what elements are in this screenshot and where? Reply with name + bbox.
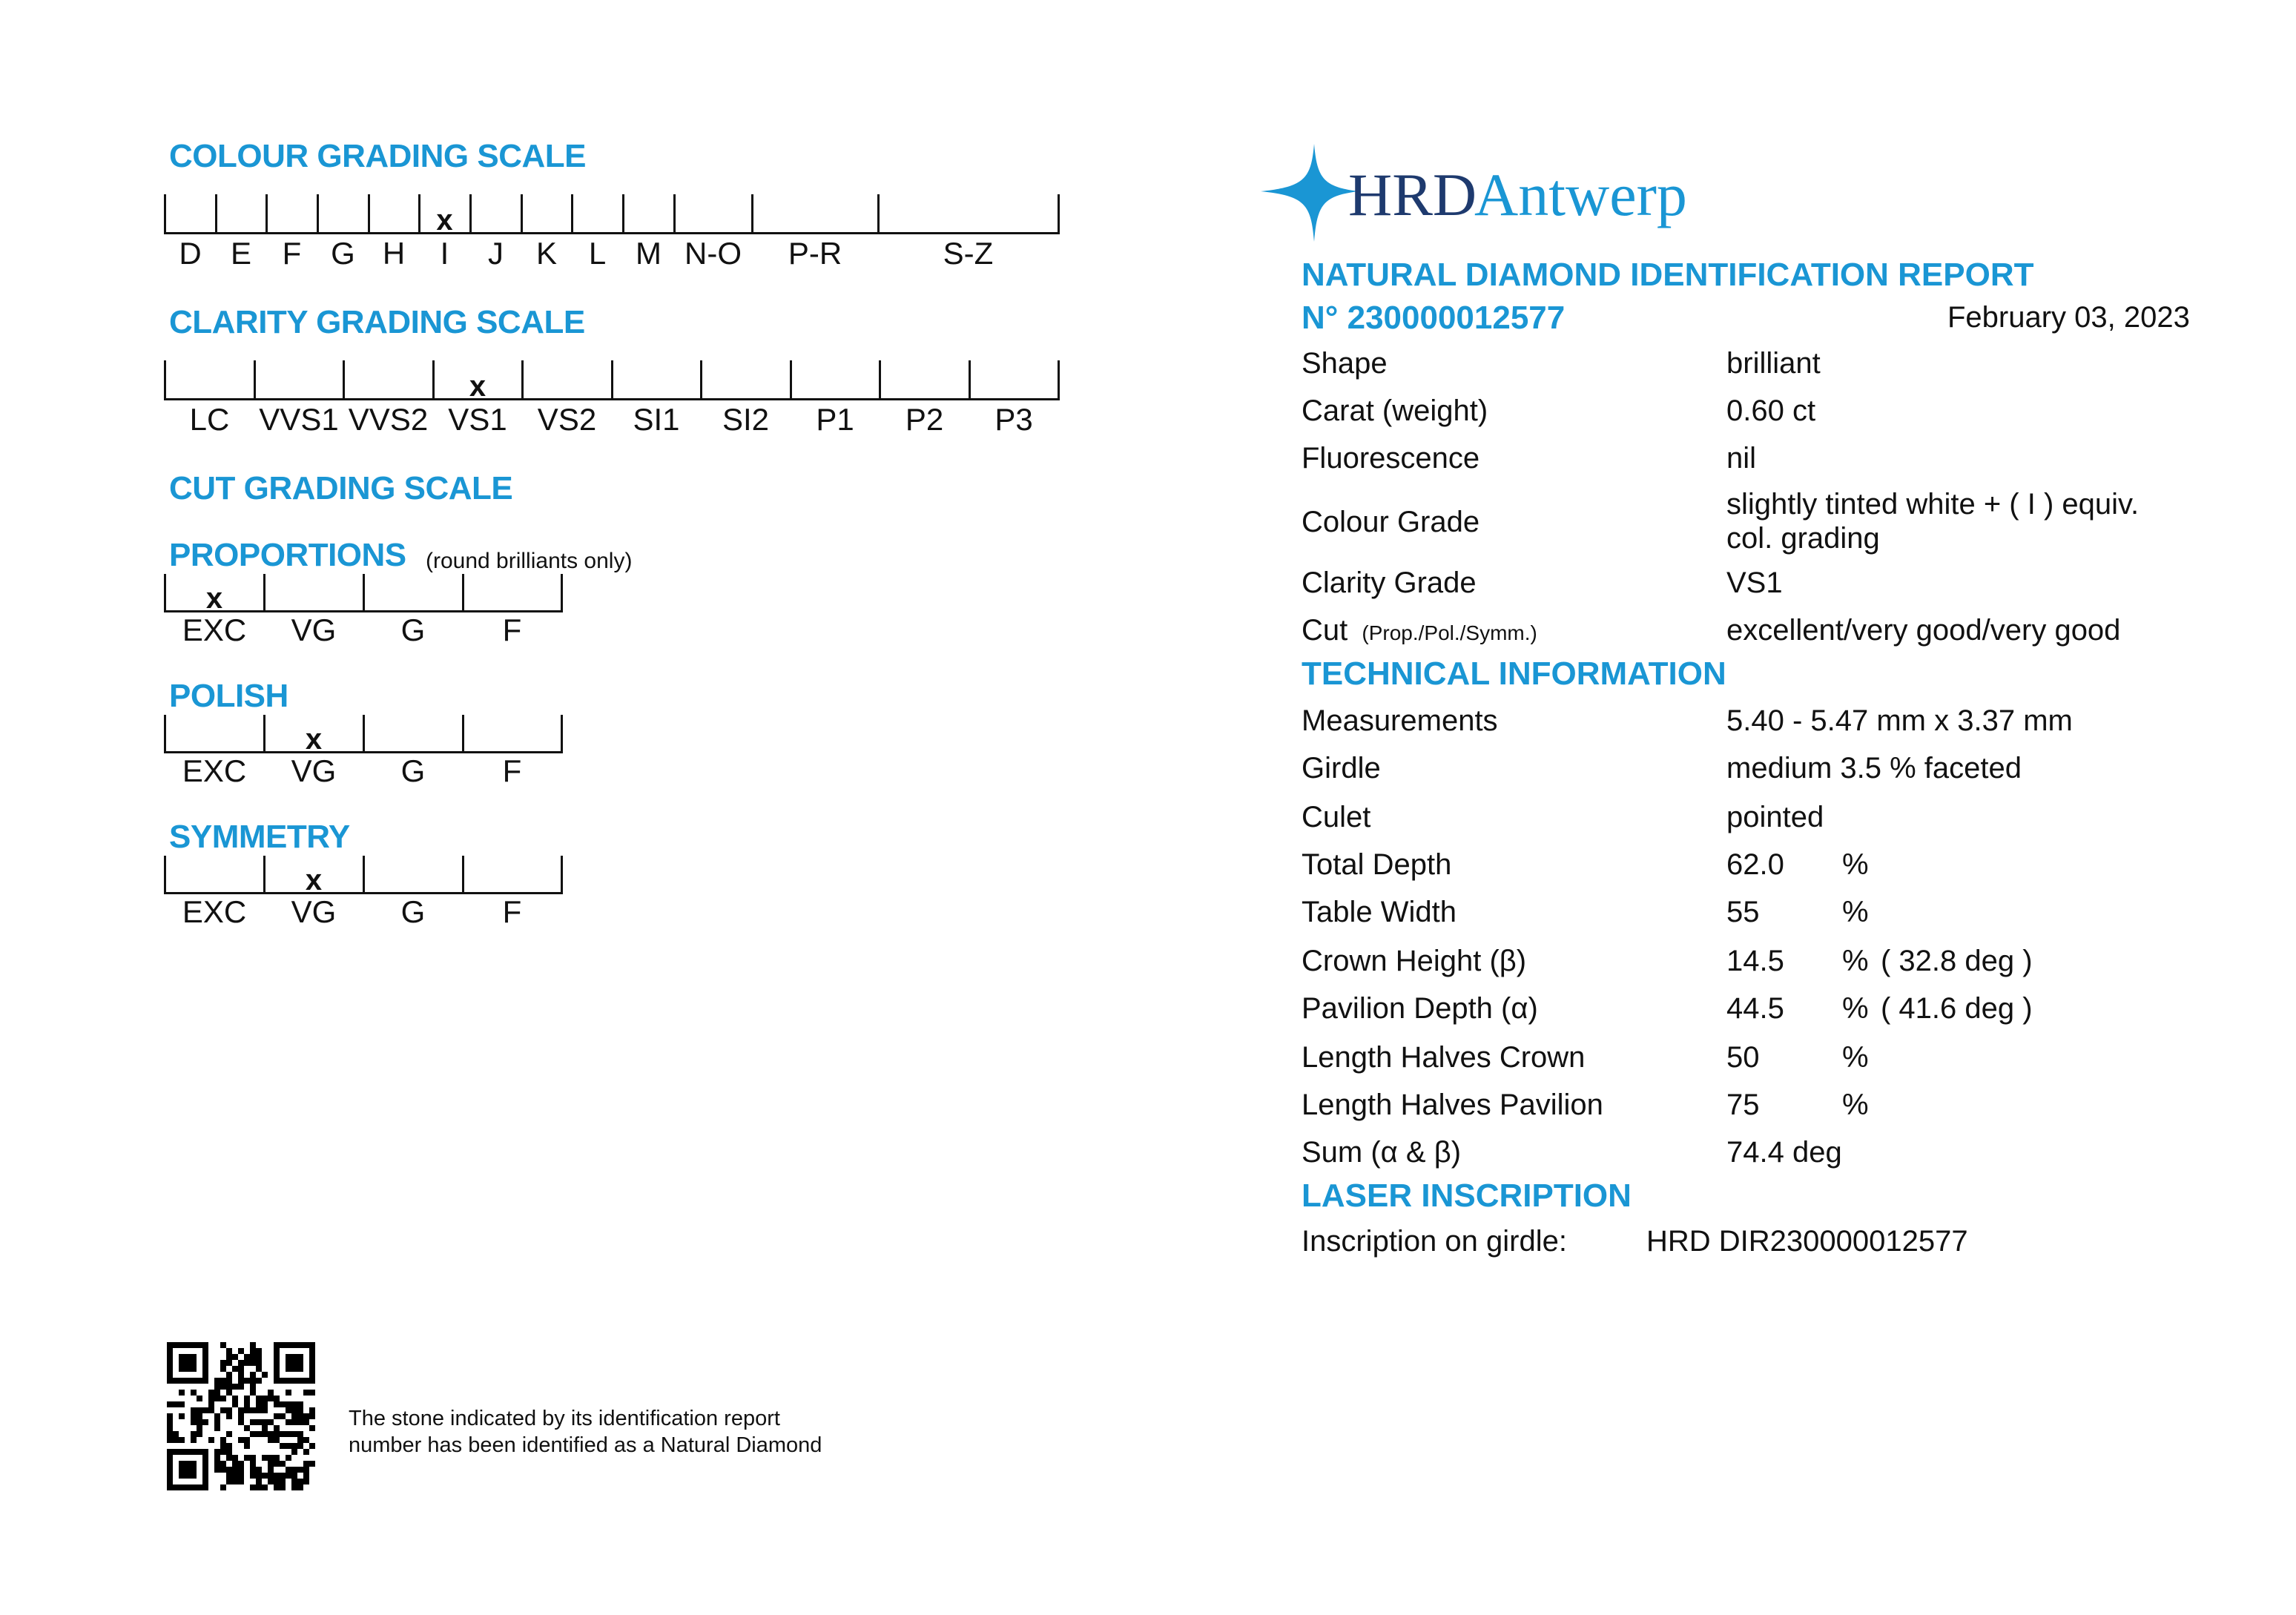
- table-width-unit: %: [1842, 896, 1869, 928]
- length-halves-crown-unit: %: [1842, 1041, 1869, 1074]
- selected-grade-mark: x: [305, 864, 323, 896]
- scale-tick: [622, 194, 624, 234]
- pavilion-depth-angle: ( 41.6 deg ): [1881, 992, 2033, 1025]
- length-halves-pavilion-label: Length Halves Pavilion: [1302, 1089, 1603, 1121]
- grade-label: S-Z: [943, 236, 994, 271]
- scale-tick: [969, 360, 971, 400]
- fluorescence-label: Fluorescence: [1302, 442, 1480, 475]
- grade-label: VVS2: [348, 402, 429, 437]
- grade-label: I: [440, 236, 449, 271]
- scale-baseline: [164, 232, 1060, 234]
- polish-heading: POLISH: [169, 678, 288, 714]
- grade-label: SI2: [722, 402, 770, 437]
- grade-label: P1: [816, 402, 854, 437]
- selected-grade-mark: x: [205, 582, 223, 615]
- total-depth-unit: %: [1842, 848, 1869, 881]
- length-halves-crown-value: 50: [1726, 1041, 1760, 1074]
- symmetry-grade-labels: [164, 894, 563, 931]
- scale-tick: [368, 194, 370, 234]
- report-title: NATURAL DIAMOND IDENTIFICATION REPORT: [1302, 257, 2034, 293]
- cut-label-text: Cut: [1302, 614, 1348, 647]
- scale-tick: [751, 194, 753, 234]
- length-halves-pavilion-value: 75: [1726, 1089, 1760, 1121]
- grade-label: L: [588, 236, 607, 271]
- grade-label: M: [636, 236, 662, 271]
- shape-value: brilliant: [1726, 347, 1821, 380]
- qr-code[interactable]: [167, 1342, 315, 1490]
- report-number: N° 230000012577: [1302, 300, 1566, 336]
- scale-tick: [164, 856, 166, 894]
- scale-tick: [469, 194, 472, 234]
- selected-grade-mark: x: [469, 370, 486, 403]
- total-depth-value: 62.0: [1726, 848, 1784, 881]
- scale-tick: [164, 360, 166, 400]
- scale-tick: [432, 360, 435, 400]
- grade-label: F: [502, 894, 522, 929]
- proportions-scale: [164, 572, 563, 615]
- measurements-value: 5.40 - 5.47 mm x 3.37 mm: [1726, 704, 2073, 737]
- colour-grade-labels: [164, 236, 1060, 273]
- girdle-value: medium 3.5 % faceted: [1726, 752, 2022, 785]
- grade-label: P-R: [788, 236, 842, 271]
- grade-label: H: [382, 236, 406, 271]
- scale-tick: [363, 715, 365, 753]
- crown-height-angle: ( 32.8 deg ): [1881, 945, 2033, 977]
- grade-label: K: [535, 236, 558, 271]
- clarity-grading-heading: CLARITY GRADING SCALE: [169, 304, 585, 340]
- laser-inscription-heading: LASER INSCRIPTION: [1302, 1178, 1632, 1214]
- scale-tick: [1058, 194, 1060, 234]
- cut-value: excellent/very good/very good: [1726, 614, 2121, 647]
- scale-tick: [164, 194, 166, 234]
- technical-heading: TECHNICAL INFORMATION: [1302, 655, 1726, 692]
- scale-tick: [343, 360, 345, 400]
- inscription-label: Inscription on girdle:: [1302, 1225, 1567, 1258]
- proportions-grade-labels: [164, 612, 563, 650]
- symmetry-heading: SYMMETRY: [169, 819, 350, 855]
- grade-label: EXC: [182, 753, 247, 788]
- proportions-note: (round brilliants only): [426, 549, 633, 573]
- crown-height-value: 14.5: [1726, 945, 1784, 977]
- grade-label: G: [400, 894, 426, 929]
- scale-tick: [164, 715, 166, 753]
- selected-grade-mark: x: [305, 723, 323, 756]
- polish-scale: [164, 713, 563, 756]
- culet-label: Culet: [1302, 801, 1371, 833]
- scale-tick: [790, 360, 792, 400]
- scale-tick: [1058, 360, 1060, 400]
- grade-label: VVS1: [259, 402, 339, 437]
- grade-label: E: [230, 236, 252, 271]
- grade-label: P3: [994, 402, 1033, 437]
- grade-label: G: [331, 236, 355, 271]
- scale-tick: [363, 574, 365, 612]
- clarity-grade-label: Clarity Grade: [1302, 567, 1477, 599]
- logo-brand-hrd: HRD: [1348, 161, 1477, 228]
- sum-angles-label: Sum (α & β): [1302, 1136, 1462, 1169]
- colour-grading-scale: [164, 194, 1060, 237]
- sparkle-star-icon: [1261, 133, 1706, 252]
- scale-tick: [561, 715, 563, 753]
- natural-diamond-statement: [349, 1405, 822, 1459]
- carat-value: 0.60 ct: [1726, 394, 1816, 427]
- pavilion-depth-unit: %: [1842, 992, 1869, 1025]
- scale-tick: [879, 360, 881, 400]
- colour-grading-heading: COLOUR GRADING SCALE: [169, 138, 586, 174]
- polish-grade-labels: [164, 753, 563, 790]
- fluorescence-value: nil: [1726, 442, 1757, 475]
- scale-tick: [611, 360, 613, 400]
- clarity-grade-labels: [164, 402, 1060, 439]
- grade-label: G: [400, 753, 426, 788]
- table-width-value: 55: [1726, 896, 1760, 928]
- grade-label: VS1: [448, 402, 507, 437]
- scale-tick: [265, 194, 268, 234]
- clarity-grading-scale: [164, 360, 1060, 403]
- crown-height-unit: %: [1842, 945, 1869, 977]
- girdle-label: Girdle: [1302, 752, 1381, 785]
- grade-label: N-O: [684, 236, 742, 271]
- grade-label: P2: [905, 402, 944, 437]
- scale-tick: [561, 856, 563, 894]
- scale-tick: [521, 360, 524, 400]
- scale-tick: [317, 194, 319, 234]
- scale-tick: [571, 194, 573, 234]
- scale-tick: [263, 856, 265, 894]
- grade-label: VG: [291, 753, 337, 788]
- scale-tick: [700, 360, 702, 400]
- statement-line-2: number has been identified as a Natural Diamond: [349, 1433, 822, 1457]
- grade-label: G: [400, 612, 426, 647]
- grade-label: SI1: [633, 402, 680, 437]
- scale-tick: [363, 856, 365, 894]
- crown-height-label: Crown Height (β): [1302, 945, 1527, 977]
- pavilion-depth-value: 44.5: [1726, 992, 1784, 1025]
- sum-angles-value: 74.4 deg: [1726, 1136, 1842, 1169]
- cut-label: [1302, 614, 1537, 647]
- inscription-value: HRD DIR230000012577: [1646, 1225, 1968, 1258]
- grade-label: EXC: [182, 612, 247, 647]
- pavilion-depth-label: Pavilion Depth (α): [1302, 992, 1538, 1025]
- scale-tick: [462, 856, 464, 894]
- carat-label: Carat (weight): [1302, 394, 1488, 427]
- clarity-grade-value: VS1: [1726, 567, 1783, 599]
- scale-tick: [521, 194, 523, 234]
- measurements-label: Measurements: [1302, 704, 1498, 737]
- scale-tick: [673, 194, 676, 234]
- scale-tick: [418, 194, 420, 234]
- grade-label: VG: [291, 894, 337, 929]
- grade-label: J: [488, 236, 504, 271]
- grade-label: EXC: [182, 894, 247, 929]
- cut-label-note: (Prop./Pol./Symm.): [1362, 621, 1537, 644]
- report-date: February 03, 2023: [1947, 301, 2190, 334]
- scale-tick: [263, 574, 265, 612]
- grade-label: F: [502, 753, 522, 788]
- grade-label: VG: [291, 612, 337, 647]
- cut-grading-heading: CUT GRADING SCALE: [169, 470, 513, 506]
- colour-grade-label: Colour Grade: [1302, 506, 1480, 538]
- grade-label: F: [502, 612, 522, 647]
- table-width-label: Table Width: [1302, 896, 1457, 928]
- qr-code-icon: [167, 1342, 315, 1490]
- scale-tick: [254, 360, 256, 400]
- colour-grade-value-line2: col. grading: [1726, 522, 1880, 555]
- scale-tick: [164, 574, 166, 612]
- scale-tick: [561, 574, 563, 612]
- logo-brand-antwerp: Antwerp: [1474, 161, 1687, 228]
- shape-label: Shape: [1302, 347, 1388, 380]
- hrd-antwerp-logo: [1261, 133, 1706, 252]
- scale-tick: [462, 574, 464, 612]
- scale-tick: [877, 194, 880, 234]
- grade-label: VS2: [537, 402, 597, 437]
- proportions-heading: PROPORTIONS: [169, 537, 406, 573]
- symmetry-scale: [164, 854, 563, 894]
- selected-grade-mark: x: [436, 204, 453, 237]
- colour-grade-value-line1: slightly tinted white + ( I ) equiv.: [1726, 488, 2140, 521]
- culet-value: pointed: [1726, 801, 1824, 833]
- grade-label: D: [179, 236, 202, 271]
- length-halves-crown-label: Length Halves Crown: [1302, 1041, 1586, 1074]
- scale-tick: [462, 715, 464, 753]
- total-depth-label: Total Depth: [1302, 848, 1452, 881]
- grade-label: F: [282, 236, 302, 271]
- grade-label: LC: [189, 402, 230, 437]
- statement-line-1: The stone indicated by its identification report: [349, 1407, 780, 1430]
- scale-tick: [263, 715, 265, 753]
- scale-tick: [215, 194, 217, 234]
- length-halves-pavilion-unit: %: [1842, 1089, 1869, 1121]
